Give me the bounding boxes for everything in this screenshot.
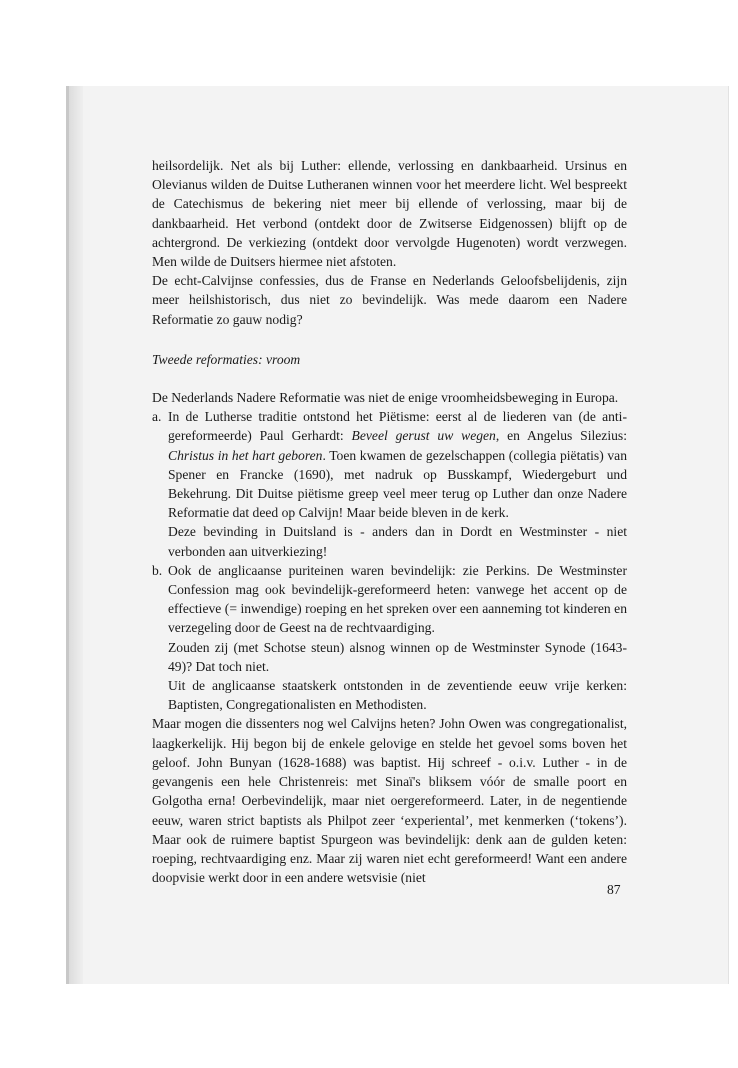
list-item-b-text: Ook de anglicaanse puriteinen waren bevindelijk: zie Perkins. De Westminster Confession mag ook bevindelijk-gereformeerd heten: vanwege het accent op de effectieve (= inwendige) roeping en het spreken over een aanneming tot kinderen en verzegeling door de Geest na de rechtvaardiging. <box>168 562 627 636</box>
list-item-b-sub-2: Uit de anglicaanse staatskerk ontstonden in de zeventiende eeuw vrije kerken: Baptisten, Congregationalisten en Methodisten. <box>168 678 627 713</box>
paragraph-2: De echt-Calvijnse confessies, dus de Franse en Nederlands Geloofsbelijdenis, zijn meer heilshistorisch, dus niet zo bevindelijk. Was mede daarom een Nadere Reformatie zo gauw nodig? <box>152 273 627 327</box>
page-spine-shadow <box>69 86 83 984</box>
paragraph-3: De Nederlands Nadere Reformatie was niet de enige vroomheidsbeweging in Europa. <box>152 390 619 406</box>
list-item-a-sub: Deze bevinding in Duitsland is - anders dan in Dordt en Westminster - niet verbonden aan uitverkiezing! <box>168 524 627 559</box>
section-heading: Tweede reformaties: vroom <box>152 351 301 367</box>
paragraph-1: heilsordelijk. Net als bij Luther: ellende, verlossing en dankbaarheid. Ursinus en Olevianus wilden de Duitse Lutheranen winnen voor het meerdere licht. Wel bespreekt de Catechismus de bekering niet meer bij ellende of verlossing, maar bij de dankbaarheid. Het verbond (ontdekt door de Zwitserse Eidgenossen) blijft op de achtergrond. De verkiezing (ontdekt door vervolgde Hugenoten) wordt verzwegen. Men wilde de Duitsers hiermee niet afstoten. <box>152 158 627 270</box>
list-item-a-text: In de Lutherse traditie ontstond het Piëtisme: eerst al de liederen van (de anti-gereformeerde) Paul Gerhardt: Beveel gerust uw wegen, en Angelus Silezius: Christus in het hart geboren. Toen kwamen de gezelschappen (collegia piëtatis) van Spener en Francke (1690), met nadruk op Busskampf, Wiedergeburt und Bekehrung. Dit Duitse piëtisme greep veel meer terug op Luther dan onze Nadere Reformatie dat deed op Calvijn! Maar beide bleven in de kerk. <box>168 409 627 521</box>
song-title-1: Beveel gerust uw wegen <box>351 428 496 444</box>
list-item-b <box>152 561 627 715</box>
song-title-2: Christus in het hart geboren <box>168 447 323 463</box>
page-body <box>152 156 627 887</box>
list-item-a <box>152 407 627 561</box>
paragraph-4: Maar mogen die dissenters nog wel Calvijns heten? John Owen was congregationalist, laagkerkelijk. Hij begon bij de enkele gelovige en stelde het gevoel soms boven het geloof. John Bunyan (1628-1688) was baptist. Hij schreef - o.i.v. Luther - in de gevangenis een hele Christenreis: met Sinaï's bliksem vóór de smalle poort en Golgotha erna! Oerbevindelijk, maar niet oergereformeerd. Later, in de negentiende eeuw, waren strict baptists als Philpot zeer ‘experiental’, met kenmerken (‘tokens’). Maar ook de ruimere baptist Spurgeon was bevindelijk: denk aan de gulden keten: roeping, rechtvaardiging enz. Maar zij waren niet echt gereformeerd! Want een andere doopvisie werkt door in een andere wetsvisie (niet <box>152 716 627 886</box>
page-number: 87 <box>607 882 621 897</box>
list-marker-a: a. <box>152 409 162 425</box>
list-item-b-sub-1: Zouden zij (met Schotse steun) alsnog winnen op de Westminster Synode (1643-49)? Dat toch niet. <box>168 639 627 674</box>
list-marker-b: b. <box>152 562 163 578</box>
book-page <box>66 86 728 984</box>
